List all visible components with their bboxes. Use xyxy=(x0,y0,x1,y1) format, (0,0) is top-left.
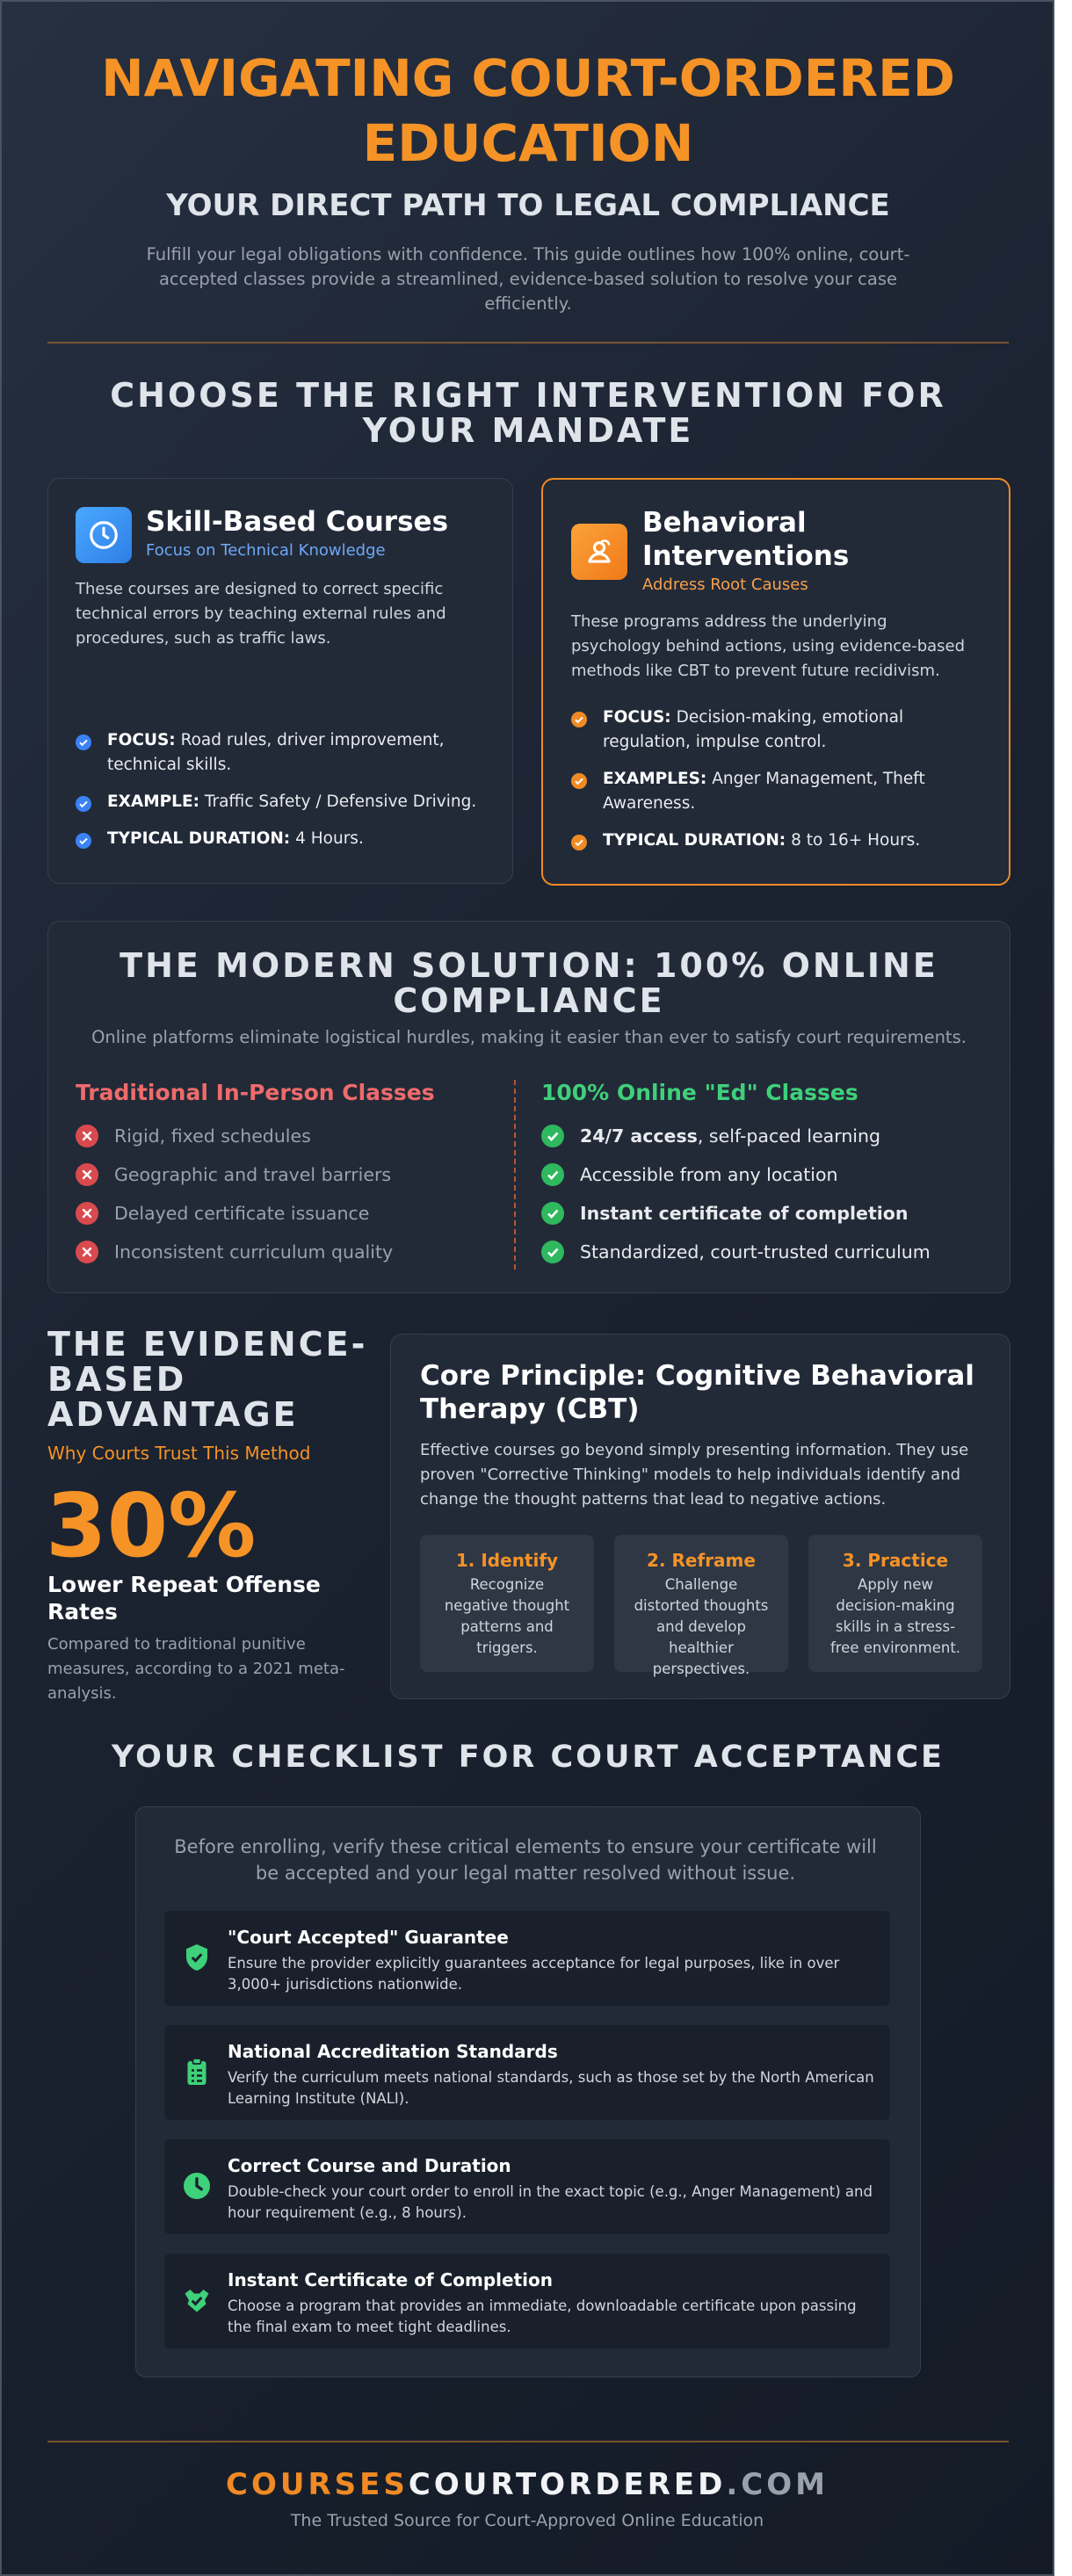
checklist-intro: Before enrolling, verify these critical elements to ensure your certificate will be accepted and your legal matter resolved without issue. xyxy=(174,1836,877,1884)
footer-logo xyxy=(2,2467,1053,2502)
traditional-heading: Traditional In-Person Classes xyxy=(76,1080,435,1105)
cbt-step-title: 2. Reframe xyxy=(647,1550,756,1571)
checklist-item-title: National Accreditation Standards xyxy=(228,2041,558,2062)
person-thinking-icon xyxy=(571,524,627,580)
footer-divider xyxy=(47,2441,1009,2442)
behavioral-card-subtitle: Address Root Causes xyxy=(642,575,808,594)
x-icon xyxy=(76,1241,98,1263)
skill-card-subtitle: Focus on Technical Knowledge xyxy=(146,541,386,560)
cbt-step-title: 1. Identify xyxy=(455,1550,559,1571)
evidence-stat: 30% xyxy=(46,1474,257,1577)
logo-part: COURTORDERED xyxy=(408,2467,727,2502)
intervention-title: CHOOSE THE RIGHT INTERVENTION FOR YOUR MANDATE xyxy=(110,376,946,450)
list-item: FOCUS: Road rules, driver improvement, technical skills. xyxy=(76,728,480,778)
cbt-step-text: Apply new decision-making skills in a stress-free environment. xyxy=(829,1576,961,1656)
cbt-step-text: Challenge distorted thoughts and develop healthier perspectives. xyxy=(634,1576,769,1677)
list-item: Standardized, court-trusted curriculum xyxy=(541,1241,989,1279)
logo-part: .COM xyxy=(726,2467,829,2502)
list-item: Geographic and travel barriers xyxy=(76,1163,497,1202)
certificate-icon xyxy=(180,2283,214,2317)
checklist-item xyxy=(164,2139,890,2234)
modern-solution-title: THE MODERN SOLUTION: 100% ONLINE COMPLIANCE xyxy=(120,946,938,1020)
column-divider xyxy=(514,1080,516,1270)
clipboard-icon xyxy=(180,2055,214,2088)
hero-intro: Fulfill your legal obligations with confidence. This guide outlines how 100% online, court-accepted classes provide a streamlined, evidence-based solution to resolve your case efficiently. xyxy=(146,244,910,314)
check-icon xyxy=(541,1125,564,1147)
skill-card-description: These courses are designed to correct specific technical errors by teaching external rules and procedures, such as traffic laws. xyxy=(76,580,446,648)
behavioral-card-title: Behavioral Interventions xyxy=(642,507,850,572)
check-icon xyxy=(571,835,587,850)
list-item: Rigid, fixed schedules xyxy=(76,1125,497,1163)
skill-card-list xyxy=(76,728,480,851)
checklist-item-title: Instant Certificate of Completion xyxy=(228,2269,553,2290)
modern-solution-panel xyxy=(47,921,1010,1293)
skill-card-title: Skill-Based Courses xyxy=(146,506,449,538)
check-icon xyxy=(541,1241,564,1263)
check-icon xyxy=(571,712,587,727)
checklist-item-title: Correct Course and Duration xyxy=(228,2155,511,2176)
evidence-stat-label: Lower Repeat Offense Rates xyxy=(47,1572,321,1624)
clock-icon xyxy=(180,2169,214,2203)
x-icon xyxy=(76,1125,98,1147)
checklist-item xyxy=(164,1911,890,2006)
cbt-step-title: 3. Practice xyxy=(842,1550,949,1571)
checklist-title: YOUR CHECKLIST FOR COURT ACCEPTANCE xyxy=(112,1740,945,1775)
x-icon xyxy=(76,1163,98,1186)
cbt-step-text: Recognize negative thought patterns and triggers. xyxy=(444,1576,570,1656)
behavioral-card-list xyxy=(571,706,980,853)
checklist-item-text: Double-check your court order to enroll in the exact topic (e.g., Anger Management) and hour requirement (e.g., 8 hours). xyxy=(228,2183,873,2221)
checklist-item-text: Choose a program that provides an immediate, downloadable certificate upon passing the final exam to meet tight deadlines. xyxy=(228,2297,857,2335)
x-icon xyxy=(76,1202,98,1225)
list-item: TYPICAL DURATION: 4 Hours. xyxy=(76,827,480,851)
modern-solution-subtitle: Online platforms eliminate logistical hurdles, making it easier than ever to satisfy court requirements. xyxy=(91,1027,967,1047)
list-item: FOCUS: Decision-making, emotional regulation, impulse control. xyxy=(571,706,980,755)
evidence-title: THE EVIDENCE-BASED ADVANTAGE xyxy=(47,1325,368,1434)
cbt-description: Effective courses go beyond simply presenting information. They use proven "Corrective Thinking" models to help individuals identify and change the thought patterns that lead to negative actions. xyxy=(420,1441,969,1509)
cbt-step xyxy=(808,1535,982,1672)
checklist-item xyxy=(164,2254,890,2348)
list-item: Delayed certificate issuance xyxy=(76,1202,497,1241)
cbt-step xyxy=(420,1535,594,1672)
check-icon xyxy=(541,1202,564,1225)
hero-section xyxy=(47,46,1009,316)
list-item: Accessible from any location xyxy=(541,1163,989,1202)
cbt-step xyxy=(614,1535,788,1677)
check-icon xyxy=(76,796,91,812)
checklist-item-text: Ensure the provider explicitly guarantees acceptance for legal purposes, like in over 3,000+ jurisdictions nationwide. xyxy=(228,1955,840,1993)
check-icon xyxy=(76,734,91,750)
list-item: Instant certificate of completion xyxy=(541,1202,989,1241)
check-icon xyxy=(571,773,587,789)
skill-card xyxy=(47,478,513,884)
list-item: EXAMPLE: Traffic Safety / Defensive Driving. xyxy=(76,790,480,814)
checklist-item-title: "Court Accepted" Guarantee xyxy=(228,1927,509,1948)
cbt-title: Core Principle: Cognitive Behavioral Therapy (CBT) xyxy=(420,1360,974,1425)
checklist-panel xyxy=(135,1806,921,2377)
list-item: TYPICAL DURATION: 8 to 16+ Hours. xyxy=(571,829,980,853)
check-icon xyxy=(76,833,91,849)
page-subtitle: YOUR DIRECT PATH TO LEGAL COMPLIANCE xyxy=(166,188,890,223)
traditional-list xyxy=(76,1125,497,1279)
evidence-note: Compared to traditional punitive measures, according to a 2021 meta-analysis. xyxy=(47,1635,345,1703)
cbt-card xyxy=(390,1334,1010,1699)
checklist-item-text: Verify the curriculum meets national standards, such as those set by the North American Learning Institute (NALI). xyxy=(228,2069,874,2107)
list-item: EXAMPLES: Anger Management, Theft Awareness. xyxy=(571,767,980,816)
page-title: NAVIGATING COURT-ORDERED EDUCATION xyxy=(101,48,955,173)
shield-check-icon xyxy=(180,1941,214,1974)
online-list xyxy=(541,1125,989,1279)
behavioral-card-description: These programs address the underlying psychology behind actions, using evidence-based methods like CBT to prevent future recidivism. xyxy=(571,612,966,680)
logo-part: COURSES xyxy=(226,2467,409,2502)
behavioral-card xyxy=(541,478,1010,886)
divider xyxy=(47,342,1009,344)
evidence-subtitle: Why Courts Trust This Method xyxy=(47,1443,311,1464)
checklist-item xyxy=(164,2025,890,2120)
check-icon xyxy=(541,1163,564,1186)
footer-tagline: The Trusted Source for Court-Approved Online Education xyxy=(290,2511,764,2530)
list-item: 24/7 access, self-paced learning xyxy=(541,1125,989,1163)
clock-icon xyxy=(76,507,132,563)
online-heading: 100% Online "Ed" Classes xyxy=(541,1080,858,1105)
list-item: Inconsistent curriculum quality xyxy=(76,1241,497,1279)
